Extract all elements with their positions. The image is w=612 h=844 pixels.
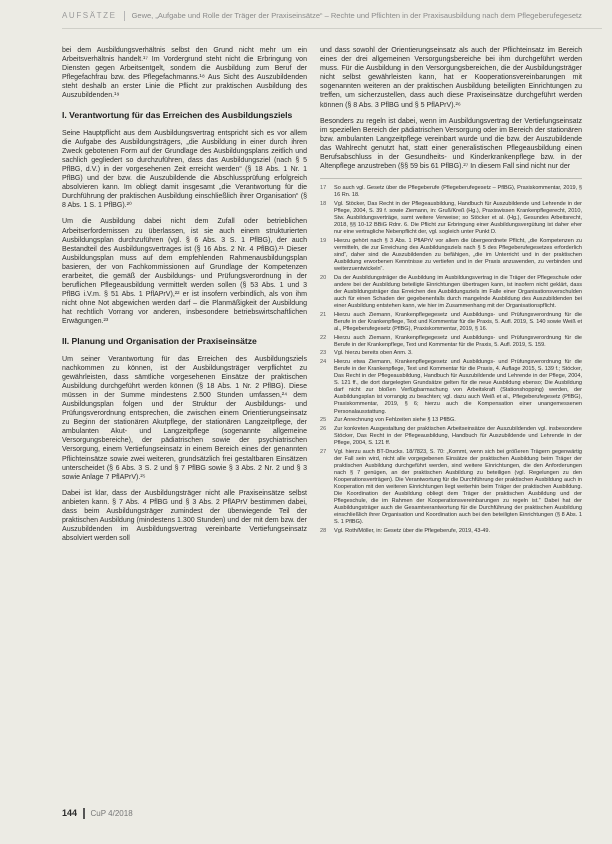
body-paragraph: Besonders zu regeln ist dabei, wenn im Ausbildungsvertrag der Vertiefungseinsatz im speziellen Bereich der pädiatrischen Versorgung oder im Bereich der stationären bzw. ambulanten Langzeitpflege vereinbart wurde und die bzw. der Auszubildende das Wahlrecht genutzt hat, statt einer generalistischen Pflegeausbildung einen Berufsabschluss in der Gesundheits- und Kinderkrankenpflege bzw. in der Altenpflege anzustreben (§§ 59 bis 61 PflBG).²⁷ In diesem Fall sind nicht nur der (320, 117, 582, 171)
body-paragraph: Um seiner Verantwortung für das Erreichen des Ausbildungsziels nachkommen zu können, ist der Ausbildungsträger verpflichtet zu gewährleisten, dass sämtliche vorgesehenen Einsätze der praktischen Ausbildung durchgeführt werden können (§ 18 Abs. 1 Nr. 2 PflBG). Diese müssen in der Summe mindestens 2.500 Stunden umfassen,²⁴ dem Ausbildungsplan folgen und der Struktur der Ausbildungs- und Prüfungsverordnung entsprechen, die zwischen einem Orientierungseinsatz zu Beginn der stationären Akutpflege, der stationären Langzeitpflege, der ambulanten Akut- und Langzeitpflege (sogenannte allgemeine Versorgungsbereiche), der pädiatrischen sowie der psychiatrischen Versorgung, einem Vertiefungseinsatz in einem Bereich eines der genannten Pflichteinsätze sowie zwei weiteren, grundsätzlich frei gestaltbaren Einsätzen unterscheidet (§ 6 Abs. 3 S. 2 und § 7 PflBG sowie § 3 Abs. 2 Nr. 2 und § 3 sowie Anlage 7 PflAPrV).²⁵ (62, 355, 307, 481)
footnote (320, 201, 582, 236)
footnote-number: 23 (320, 350, 327, 357)
header-section: AUFSÄTZE (62, 11, 117, 20)
footnote (320, 449, 582, 527)
footnote-number: 17 (320, 185, 327, 192)
left-column (62, 46, 307, 550)
footnote-number: 20 (320, 274, 327, 281)
footnote-text: So auch vgl. Gesetz über die Pflegeberufe (Pflegeberufegesetz – PflBG), Praxiskommentar, 2019, § 16 Rn. 18. (334, 185, 582, 199)
body-paragraph: Dabei ist klar, dass der Ausbildungsträger nicht alle Praxiseinsätze selbst anbieten kann. § 7 Abs. 4 PflBG und § 3 Abs. 2 PflAPrV bestimmen dabei, dass beim Ausbildungsträger zumindest der überwiegende Teil der praktischen Ausbildung (mindestens 1.300 Stunden) und der mit dem bzw. der Auszubildenden im Ausbildungsvertrag vereinbarte Vertiefungseinsatz absolviert werden soll (62, 489, 307, 543)
footnote-number: 26 (320, 425, 327, 432)
heading-verantwortung: I. Verantwortung für das Erreichen des Ausbildungsziels (62, 109, 293, 120)
header-separator (124, 11, 125, 21)
footnote-text: Zur konkreten Ausgestaltung der praktischen Arbeitseinsätze der Auszubildenden vgl. insbesondere Stöcker, Das Recht in der Pflegeausbildung, Handbuch für Auszubildende und Lehrende in der Pflege, 2004, S. 121 ff. (334, 425, 582, 446)
footnote-number: 21 (320, 311, 327, 318)
footnote-text: Vgl. hierzu bereits oben Anm. 3. (334, 350, 413, 357)
footnote-number: 25 (320, 417, 327, 424)
footnote-text: Vgl. Stöcker, Das Recht in der Pflegeausbildung, Handbuch für Auszubildende und Lehrende in der Pflege, 2004, S. 39 f. sowie Ziemann, in: Gruß/Kreß (Hg.), Praxiswissen Krankenpflegerecht, 2010, Stw. Ausbildungsverträge, samt weitere Verweise; so Stöcker et al. (Hg.), Gesundes Arbeitsrecht, 2018, §§ 10-12 BBiG Rdnr. 6. Die Pflicht zur Erbringung einer Ausbildungsvergütung ist daher eher nur eine vertragliche Nebenpflicht der, vgl. sogleich unter Punkt D. (334, 200, 582, 236)
footnote (320, 312, 582, 333)
footnote-text: Hierzu auch Ziemann, Krankenpflegegesetz und Ausbildungs- und Prüfungsverordnung für die Berufe in der Krankenpflege, Text und Kommentar für die Praxis, 5. Aufl. 2019, S. 159. (334, 334, 582, 348)
footnote (320, 185, 582, 199)
heading-planung: II. Planung und Organisation der Praxiseinsätze (62, 335, 257, 346)
footnote-number: 28 (320, 528, 327, 535)
body-paragraph: Seine Hauptpflicht aus dem Ausbildungsvertrag entspricht sich es vor allem die Aufgabe des Ausbildungsträgers, „die Ausbildung in einer durch ihren Zweck gebotenen Form auf der Grundlage des Ausbildungsplans zeitlich und sachlich gegliedert so durchzuführen, dass das Ausbildungsziel (nach § 5 PflBG, d.V.) in der vorgesehenen Zeit erreicht werden“ (§ 18 Abs. 1 Nr. 1 PflBG) und der bzw. die Auszubildende die Abschlussprüfung erfolgreich absolvieren kann. Im obliegt damit insgesamt „die Verantwortung für die Durchführung der praktischen Ausbildung einschließlich ihrer Organisation“ (§ 8 Abs. 1 S. 1 PflBG).²⁰ (62, 129, 307, 210)
footnote-number: 18 (320, 200, 327, 207)
footnote (320, 528, 582, 535)
footnote (320, 350, 582, 357)
footnote (320, 417, 582, 424)
footnote-number: 24 (320, 358, 327, 365)
footnote-number: 19 (320, 237, 327, 244)
footnote (320, 275, 582, 310)
running-header (62, 11, 602, 25)
footnote (320, 426, 582, 447)
footnote-text: Vgl. Roth/Möller, in: Gesetz über die Pflegeberufe, 2019, 43-49. (334, 528, 491, 535)
page-number: 144 (62, 808, 78, 818)
footnote (320, 335, 582, 349)
journal-issue: CuP 4/2018 (90, 809, 133, 818)
footnotes (320, 185, 582, 535)
right-column (320, 46, 582, 537)
footer-separator (83, 808, 85, 819)
footnote-number: 27 (320, 448, 327, 455)
intro-paragraph: bei dem Ausbildungsverhältnis selbst den Grund nicht mehr um ein Arbeitsverhältnis handelt.¹⁷ Im Vordergrund steht nicht die Erbringung von Diensten gegen Arbeitsentgelt, sondern die Ausbildung zum Beruf der Pflegefachfrau bzw. des Pflegefachmanns.¹⁸ Aus Sicht des Auszubildenden steht deshalb an erster Linie die Pflicht zur praktischen Ausbildung des Auszubildenden.¹⁹ (62, 47, 307, 100)
footnote-text: Hierzu auch Ziemann, Krankenpflegegesetz und Ausbildungs- und Prüfungsverordnung für die Berufe in der Krankenpflege, Text und Kommentar für die Praxis, 5. Aufl. 2019, S. 140 sowie Weiß et al., Pflegeberufegesetz (PflBG), Praxiskommentar, 2019, § 16. (334, 311, 582, 332)
header-rule (62, 28, 602, 29)
footnote-text: Hierzu etwa Ziemann, Krankenpflegegesetz und Ausbildungs- und Prüfungsverordnung für die Berufe in der Krankenpflege, Text und Kommentar für die Praxis, 4. Auflage 2015, S. 139 f.; Stöcker, Das Recht in der Pflegeausbildung, Handbuch für Auszubildende und Lehrende in der Pflege, 2004, S. 121 ff., die dort dargelegten Grundsätze gelten für die neue Ausbildung ebenso; Die Ausbildung darf nicht zur bloßen Verfügbarmachung von Arbeitskraft (Stationshopping) werden, der Ausbildungsplan ist vorrangig zu beachten; vgl. dazu auch Weiß et al., Pflegeberufegesetz (PflBG), Praxiskommentar, 2019, § 6; hierzu auch die Kompensation einer unangemessenen Personalausstattung. (334, 358, 582, 415)
header-title: Gewe, „Aufgabe und Rolle der Träger der Praxiseinsätze“ – Rechte und Pflichten in der Praxisausbildung nach dem Pflegeberufegesetz (131, 11, 582, 20)
footnote (320, 359, 582, 416)
footnote-number: 22 (320, 334, 327, 341)
footnote-text: Vgl. hierzu auch BT-Drucks. 18/7823, S. 70: „Kommt, wenn sich bei größeren Trägern gegenwärtig der Fall sein wird, nicht alle vorgegebenen Einsätze der praktischen Ausbildung beim Träger der praktischen Ausbildung durchgeführt werden, sind weitere Einrichtungen, die den Anforderungen nach § 7 genügen, an der praktischen Ausbildung zu beteiligen (vgl. Regelungen zu den Kooperationsverträgen). Die Verantwortung für die Durchführung der praktischen Ausbildung auch in Kooperation mit den weiteren Einrichtungen liegt weiterhin beim Träger der praktischen Ausbildung. Die Koordination der Ausbildung obliegt dem Träger der praktischen Ausbildung und der Pflegeschule, die im Rahmen der Kooperationsvereinbarungen zu regeln ist.“ Dabei hat der Ausbildungsträger auch die Gesamtverantwortung für die Durchführung der praktischen Ausbildung einschließlich ihrer Organisation und Koordination auch bei den beteiligten Einrichtungen (§ 8 Abs. 1 S. 1 PflBG). (334, 448, 582, 526)
footnote-text: Zur Anrechnung von Fehlzeiten siehe § 13 PflBG. (334, 417, 456, 424)
footnote-text: Hierzu gehört nach § 3 Abs. 1 PflAPrV vor allem die übergeordnete Pflicht, „die Kompetenzen zu vermitteln, die zur Erreichung des Ausbildungsziels nach § 5 des Pflegeberufegesetzes erforderlich sind“, daher sind die Auszubildenden zu befähigen, „die im Unterricht und in der praktischen Ausbildung erworbenen Kenntnisse zu vertiefen und in der Praxis anzuwenden, zu verbinden und weiterzuentwickeln“. (334, 237, 582, 273)
page-footer (62, 808, 133, 819)
footnote-text: Da der Ausbildungsträger die Ausbildung im Ausbildungsvertrag in die Träger der Pflegeschule oder andere bei der Ausbildung beteiligte Einrichtungen übertragen kann, ist insofern nicht geklärt, dass der Ausbildungsträger das Erreichen des Ausbildungsziels im Falle einer Organisationsverschulden auch für einen Schaden der gegebenenfalls durch mangelnde Ausbildung des Auszubildenden bei einer Ausbildung entstehen kann, wie hier im Zusammenhang mit der Organisationspflicht. (334, 274, 582, 310)
body-paragraph: und dass sowohl der Orientierungseinsatz als auch der Pflichteinsatz im Bereich eines der drei allgemeinen Versorgungsbereiche bei ihm durchgeführt werden muss. Für die Ausbildung in den Versorgungsbereichen, die der Ausbildungsträger nicht selbst gewährleisten kann, hat er Kooperationsvereinbarungen mit sogenannten weiteren an der praktischen Ausbildung beteiligten Einrichtungen zu treffen, um sicherzustellen, dass auch diese Praxiseinsätze durchgeführt werden können (§ 8 Abs. 3 PflBG und § 5 PflAPrV).²⁶ (320, 47, 582, 109)
footnote (320, 238, 582, 273)
footnote-rule (320, 178, 582, 179)
body-paragraph: Um die Ausbildung dabei nicht dem Zufall oder betrieblichen Arbeitserfordernissen zu überlassen, ist sie auch einem strukturierten Ausbildungsplan durchzuführen (vgl. § 6 Abs. 3 S. 1 PflBG), der auch Bestandteil des Ausbildungsvertrages ist (§ 16 Abs. 2 Nr. 4 PflBG).²¹ Dieser Ausbildungsplan muss auf dem empfehlenden Rahmenausbildungsplan basieren, der von Fachkommissionen auf Grundlage der Kompetenzen erarbeitet, die gemäß der Ausbildungs- und Prüfungsverordnung in der beruflichen Pflegeausbildung vermittelt werden sollen (§ 53 Abs. 1 und 3 PflBG i.V.m. § 51 Abs. 1 PflAPrV),²² er ist insofern verbindlich, als von ihm nicht ohne Not abgewichen werden darf – die Planmäßigkeit der Ausbildung hat rechtlich Vorrang vor anderen, insbesondere betriebswirtschaftlichen Erwägungen.²³ (62, 218, 307, 326)
